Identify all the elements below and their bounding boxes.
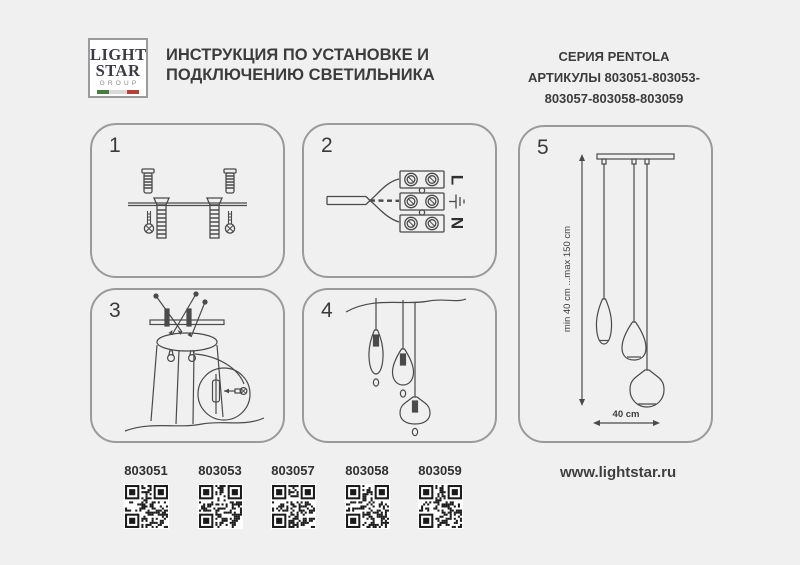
step-4-number: 4	[321, 299, 333, 322]
step-1-number: 1	[109, 134, 121, 157]
logo-text-star: STAR	[95, 60, 141, 80]
series-name: СЕРИЯ PENTOLA	[558, 49, 670, 64]
article-803059	[410, 463, 470, 529]
step-5-number: 5	[537, 136, 549, 159]
height-range-label: min 40 cm ...max 150 cm	[562, 225, 573, 333]
bulb-icon	[412, 428, 417, 435]
width-dimension	[593, 409, 660, 426]
pendant-slim	[369, 298, 383, 386]
ceiling-line	[125, 418, 264, 431]
article-803053	[190, 463, 250, 529]
dimensions-diagram	[520, 127, 711, 441]
wire-arrow-icon	[154, 292, 207, 337]
ceiling-plate	[597, 154, 674, 159]
qr-code	[198, 484, 243, 529]
article-code: 803057	[271, 463, 315, 478]
title-line-1: ИНСТРУКЦИЯ ПО УСТАНОВКЕ И	[166, 46, 430, 64]
canopy-assembly-diagram	[92, 290, 283, 441]
step-5-panel	[518, 125, 713, 443]
terminal-label-neutral: N	[447, 216, 467, 230]
step-1-panel	[90, 123, 285, 278]
keyhole-slot-icon	[168, 351, 196, 362]
terminal-label-live: L	[447, 174, 467, 186]
grub-screw-icon	[235, 388, 247, 395]
pendant-wide	[400, 302, 430, 436]
series-articles-1: АРТИКУЛЫ 803051-803053-	[528, 70, 700, 85]
wall-fixings-diagram	[92, 125, 283, 276]
logo-text-group: GROUP	[99, 80, 140, 87]
article-code: 803051	[124, 463, 168, 478]
wall-anchor-icon	[142, 169, 154, 193]
article-code: 803059	[418, 463, 462, 478]
article-803057	[263, 463, 323, 529]
wiring-diagram	[304, 125, 495, 276]
pendant-wide	[630, 164, 664, 407]
pendant-teardrop	[622, 164, 646, 360]
step-2-number: 2	[321, 134, 333, 157]
bulb-icon	[400, 390, 405, 397]
shade-installation-diagram	[304, 290, 496, 441]
mounting-screw-icon	[207, 198, 222, 238]
step-2-panel	[302, 123, 497, 278]
article-code: 803058	[345, 463, 389, 478]
ceiling-canopy	[151, 333, 223, 424]
bulb-icon	[373, 379, 378, 386]
article-code: 803053	[198, 463, 242, 478]
height-dimension	[562, 154, 585, 406]
qr-code	[418, 484, 463, 529]
ground-symbol-icon	[449, 195, 464, 209]
step-4-panel	[302, 288, 497, 443]
series-info	[498, 46, 730, 109]
series-articles-2: 803057-803058-803059	[544, 91, 684, 106]
pendant-slim	[596, 164, 611, 344]
small-screw-icon	[225, 211, 234, 233]
supply-cable	[327, 179, 399, 222]
pendant-teardrop	[393, 300, 414, 397]
mounting-screw-icon	[154, 198, 169, 238]
page-title	[166, 45, 476, 85]
title-line-2: ПОДКЛЮЧЕНИЮ СВЕТИЛЬНИКА	[166, 66, 435, 84]
step-3-panel	[90, 288, 285, 443]
terminal-block	[400, 171, 444, 232]
step-3-number: 3	[109, 299, 121, 322]
article-803058	[337, 463, 397, 529]
ceiling-line	[346, 299, 466, 312]
website-url: www.lightstar.ru	[560, 464, 677, 481]
qr-code	[345, 484, 390, 529]
italian-flag-bar	[97, 90, 139, 94]
qr-code	[271, 484, 316, 529]
width-label: 40 cm	[612, 409, 640, 420]
small-screw-icon	[144, 211, 153, 233]
bolt-icon	[187, 309, 191, 326]
qr-code	[124, 484, 169, 529]
wall-anchor-icon	[224, 169, 236, 193]
lightstar-logo	[88, 38, 148, 98]
article-803051	[116, 463, 176, 529]
logo-text-light: LIGHT	[90, 45, 147, 64]
